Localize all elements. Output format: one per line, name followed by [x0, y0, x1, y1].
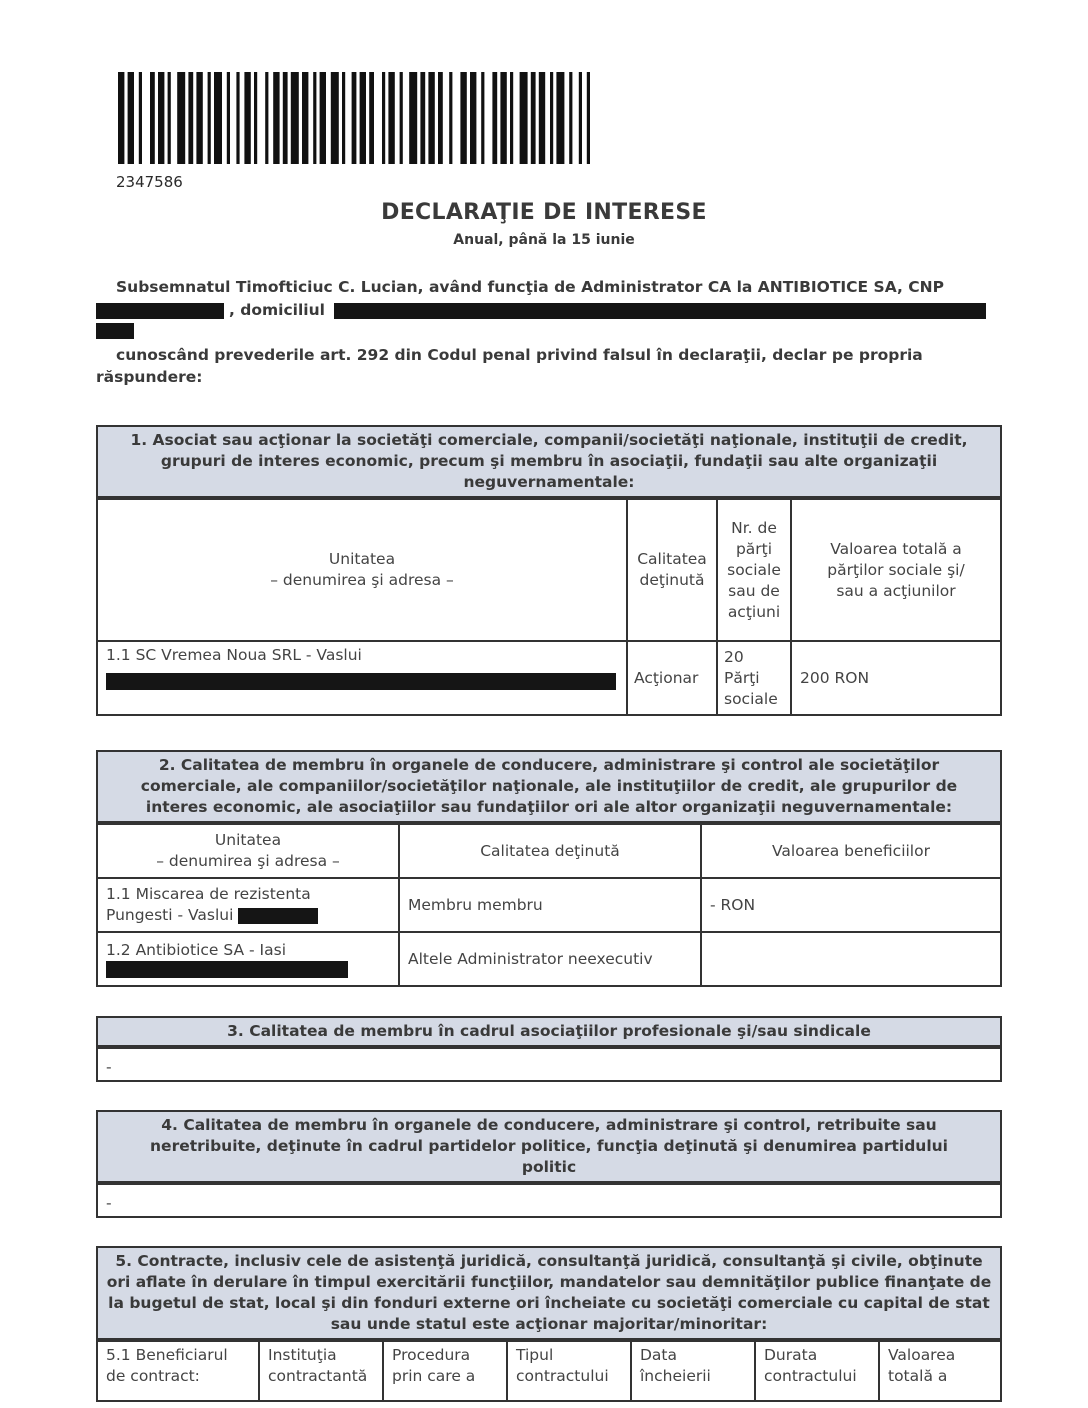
intro-line-1: Subsemnatul Timofticiuc C. Lucian, având funcţia de Administrator CA la ANTIBIOTICE SA, CNP: [116, 278, 944, 296]
section-5: [96, 1246, 1002, 1402]
col-durata-header: Durata contractului: [755, 1341, 879, 1401]
col-role-header: Calitatea deţinută: [399, 824, 701, 878]
col-tip-header: Tipul contractului: [507, 1341, 631, 1401]
col-unit-title: Unitatea: [214, 831, 282, 849]
table-row: [97, 641, 1001, 715]
section-4-heading: 4. Calitatea de membru în organele de conducere, administrare şi control, retribuite sau neretribuite, deţinute în cadrul partidelor politice, funcţia deţinută şi denumirea partidului politic: [96, 1110, 1002, 1183]
unit-cell: [97, 932, 399, 986]
section-5-table: [96, 1340, 1002, 1402]
col-role-header: Calitatea deţinută: [627, 499, 717, 641]
col-unit-subtitle: – denumirea şi adresa –: [270, 571, 454, 589]
section-3-heading: 3. Calitatea de membru în cadrul asociaţiilor profesionale şi/sau sindicale: [96, 1016, 1002, 1047]
col-institutie-header: Instituţia contractantă: [259, 1341, 383, 1401]
col-value-header: Valoarea totală a părţilor sociale şi/ sau a acţiunilor: [791, 499, 1001, 641]
section-5-heading: 5. Contracte, inclusiv cele de asistenţă juridică, consultanţă juridică, consultanţă şi civile, obţinute ori aflate în derulare în timpul exercitării funcţiilor, mandatelor sau demnităţilor publice finanţate de la bugetul de stat, local şi din fonduri externe ori încheiate cu societăţi comerciale cu capital de stat sau unde statul este acţionar majoritar/minoritar:: [96, 1246, 1002, 1340]
redacted-address-cont: [96, 323, 134, 339]
section-2-heading: 2. Calitatea de membru în organele de conducere, administrare şi control ale societăţilor comerciale, ale companiilor/societăţilor naţionale, ale instituţiilor de credit, ale grupurilor de interes economic, ale asociaţiilor sau fundaţiilor ori ale altor organizaţii neguvernamentale:: [96, 750, 1002, 823]
col-valoare-header: Valoarea totală a: [879, 1341, 1001, 1401]
section-1-heading: 1. Asociat sau acţionar la societăţi comerciale, companii/societăţi naţionale, instituţii de credit, grupuri de interes economic, precum şi membru în asociaţii, fundaţii sau alte organizaţii neguvernamentale:: [96, 425, 1002, 498]
col-beneficiar-header: 5.1 Beneficiarul de contract:: [97, 1341, 259, 1401]
col-unit-subtitle: – denumirea şi adresa –: [156, 852, 340, 870]
table-row: [97, 878, 1001, 932]
col-benefits-header: Valoarea beneficiilor: [701, 824, 1001, 878]
unit-cell: [97, 878, 399, 932]
col-procedura-header: Procedura prin care a: [383, 1341, 507, 1401]
redacted-unit-address: [238, 908, 318, 924]
document-subtitle: Anual, până la 15 iunie: [453, 232, 635, 248]
benefits-cell: [701, 932, 1001, 986]
unit-cell: [97, 641, 627, 715]
section-3-value: -: [97, 1048, 1001, 1081]
role-cell: Membru membru: [399, 878, 701, 932]
table-row: [97, 932, 1001, 986]
col-data-header: Data încheierii: [631, 1341, 755, 1401]
section-3: [96, 1016, 1002, 1082]
redacted-cnp: [96, 303, 224, 319]
col-shares-header: Nr. de părţi sociale sau de acţiuni: [717, 499, 791, 641]
section-2: [96, 750, 1002, 987]
unit-name-line-1: 1.1 Miscarea de rezistenta: [106, 885, 311, 903]
role-cell: Acţionar: [627, 641, 717, 715]
barcode-image: [118, 72, 590, 164]
unit-name-line-2: Pungesti - Vaslui: [106, 906, 234, 924]
document-title: DECLARAŢIE DE INTERESE: [381, 200, 707, 225]
section-3-table: [96, 1047, 1002, 1082]
benefits-cell: - RON: [701, 878, 1001, 932]
intro-line-2: cunoscând prevederile art. 292 din Codul penal privind falsul în declaraţii, declar pe propria: [116, 346, 923, 364]
col-unit-header: [97, 824, 399, 878]
intro-domiciliu-label: , domiciliul: [229, 301, 325, 319]
redacted-address: [334, 303, 986, 319]
redacted-unit-address: [106, 673, 616, 690]
section-4: [96, 1110, 1002, 1218]
intro-line-3: răspundere:: [96, 368, 203, 386]
section-1: [96, 425, 1002, 716]
section-2-table: [96, 823, 1002, 987]
role-cell: Altele Administrator neexecutiv: [399, 932, 701, 986]
unit-name-line-1: 1.2 Antibiotice SA - Iasi: [106, 941, 287, 959]
unit-name: 1.1 SC Vremea Noua SRL - Vaslui: [106, 646, 362, 664]
barcode-number: 2347586: [116, 173, 183, 191]
section-1-table: [96, 498, 1002, 716]
col-unit-header: [97, 499, 627, 641]
col-unit-title: Unitatea: [328, 550, 396, 568]
section-4-value: -: [97, 1184, 1001, 1217]
section-4-table: [96, 1183, 1002, 1218]
shares-cell: 20 Părţi sociale: [717, 641, 791, 715]
redacted-unit-address: [106, 961, 348, 978]
value-cell: 200 RON: [791, 641, 1001, 715]
